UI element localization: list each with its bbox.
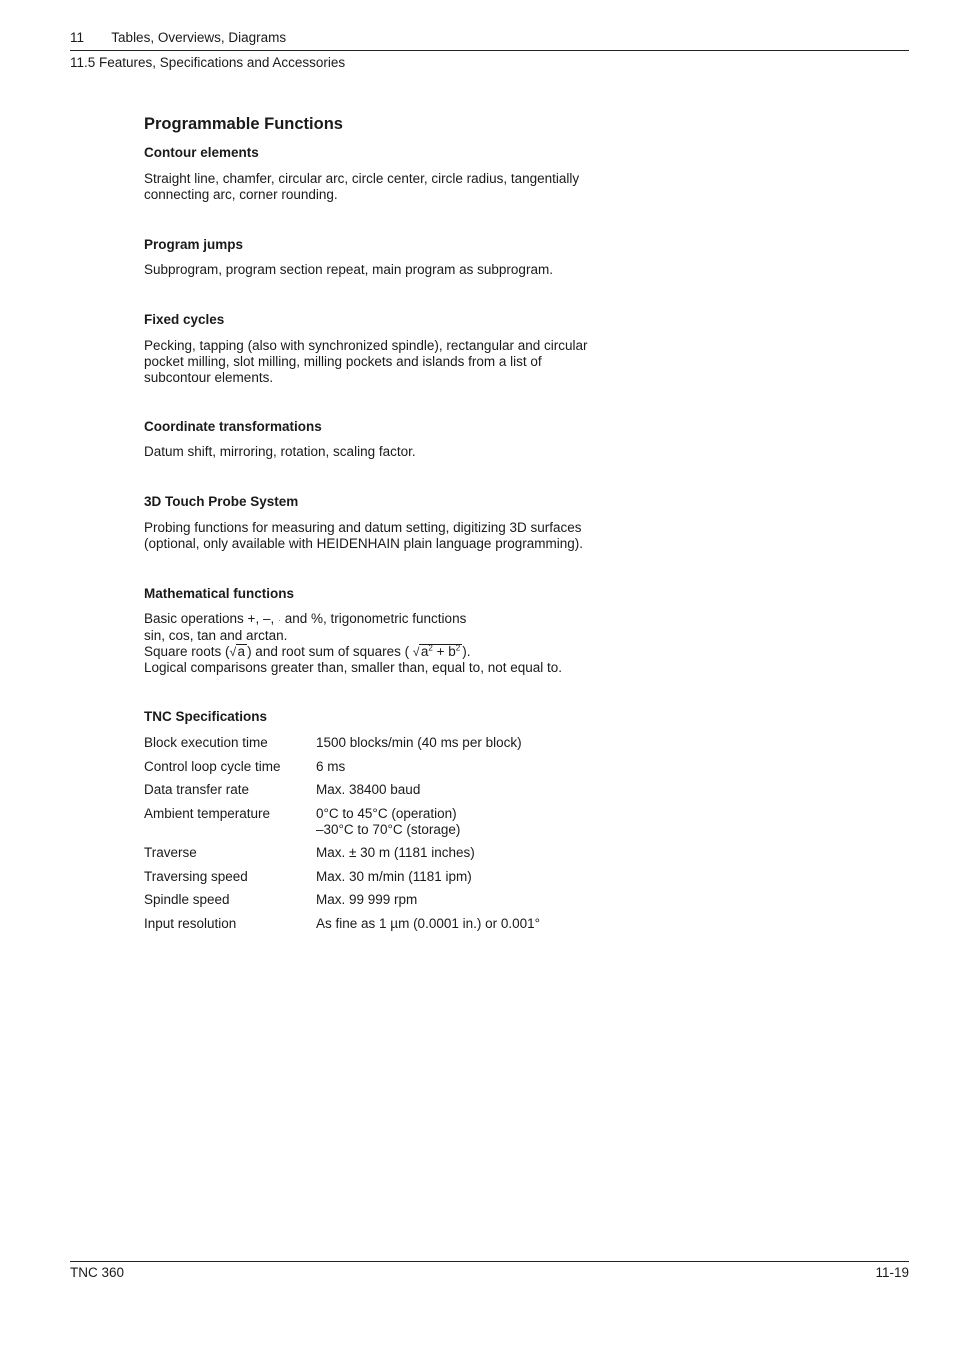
square-root-a: √ a xyxy=(229,644,246,659)
spec-label: Ambient temperature xyxy=(144,805,271,821)
multiply-dot: · xyxy=(277,615,281,625)
square-root-sum-of-squares: √ $a^2 + b^2$ xyxy=(412,643,461,659)
spec-value: Max. 99 999 rpm xyxy=(316,892,418,907)
page-number: 11-19 xyxy=(875,1265,909,1280)
section-body: Basic operations +, –, · and %, trigonometric functions sin, cos, tan and arctan. Square roots ( √ a ) and root sum of squares ( √ $a^2 + b^2$ ). Logical comparisons greater than, smaller than, equal to, not equal to. xyxy=(144,611,562,675)
table-row xyxy=(144,759,540,783)
specs-table xyxy=(144,735,540,939)
section-heading: Fixed cycles xyxy=(144,312,225,327)
spec-value: Max. 38400 baud xyxy=(316,782,421,797)
spec-value: 1500 blocks/min (40 ms per block) xyxy=(316,735,522,750)
spec-value: 6 ms xyxy=(316,758,346,774)
section-contour-elements xyxy=(144,144,644,203)
footer-rule xyxy=(70,1261,909,1262)
table-row xyxy=(144,892,540,916)
spec-label: Block execution time xyxy=(144,735,268,750)
chapter-number: 11 xyxy=(70,30,85,45)
chapter-title: Tables, Overviews, Diagrams xyxy=(111,30,287,45)
section-tnc-specifications xyxy=(144,708,644,939)
section-body: Pecking, tapping (also with synchronized spindle), rectangular and circular pocket milling, slot milling, milling pockets and islands from a list of subcontour elements. xyxy=(144,338,588,385)
running-header-section: 11.5 Features, Specifications and Accessories xyxy=(70,55,346,70)
table-row xyxy=(144,916,540,940)
footer-product-name: TNC 360 xyxy=(70,1265,125,1280)
spec-value: Max. ± 30 m (1181 inches) xyxy=(316,845,475,860)
page-content xyxy=(144,112,644,931)
section-fixed-cycles xyxy=(144,311,644,386)
section-body: Datum shift, mirroring, rotation, scaling factor. xyxy=(144,444,416,459)
table-row xyxy=(144,782,540,806)
running-header-chapter xyxy=(70,30,286,46)
spec-label: Input resolution xyxy=(144,915,237,931)
table-row xyxy=(144,806,540,846)
spec-label: Data transfer rate xyxy=(144,782,250,797)
spec-label: Traverse xyxy=(144,845,197,860)
section-3d-touch-probe xyxy=(144,493,644,552)
spec-value: Max. 30 m/min (1181 ipm) xyxy=(316,868,472,884)
spec-value: As fine as 1 µm (0.0001 in.) or 0.001° xyxy=(316,915,541,931)
header-rule xyxy=(70,50,909,51)
spec-value: 0°C to 45°C (operation) –30°C to 70°C (storage) xyxy=(316,805,461,837)
spec-label: Traversing speed xyxy=(144,868,248,884)
section-coordinate-transformations xyxy=(144,418,644,460)
page-title: Programmable Functions xyxy=(144,115,343,133)
table-row xyxy=(144,845,540,869)
section-mathematical-functions xyxy=(144,585,644,676)
section-body: Probing functions for measuring and datum setting, digitizing 3D surfaces (optional, only available with HEIDENHAIN plain language programming). xyxy=(144,520,583,551)
section-heading: Coordinate transformations xyxy=(144,419,322,434)
section-heading: TNC Specifications xyxy=(144,709,268,724)
section-heading: Contour elements xyxy=(144,145,259,160)
section-body: Straight line, chamfer, circular arc, circle center, circle radius, tangentially connecting arc, corner rounding. xyxy=(144,171,580,202)
section-program-jumps xyxy=(144,236,644,278)
spec-label: Spindle speed xyxy=(144,892,230,907)
table-row xyxy=(144,735,540,759)
table-row xyxy=(144,869,540,893)
section-heading: Mathematical functions xyxy=(144,586,295,601)
section-heading: Program jumps xyxy=(144,237,244,252)
section-heading: 3D Touch Probe System xyxy=(144,494,299,509)
spec-label: Control loop cycle time xyxy=(144,758,281,774)
section-body: Subprogram, program section repeat, main program as subprogram. xyxy=(144,262,553,277)
